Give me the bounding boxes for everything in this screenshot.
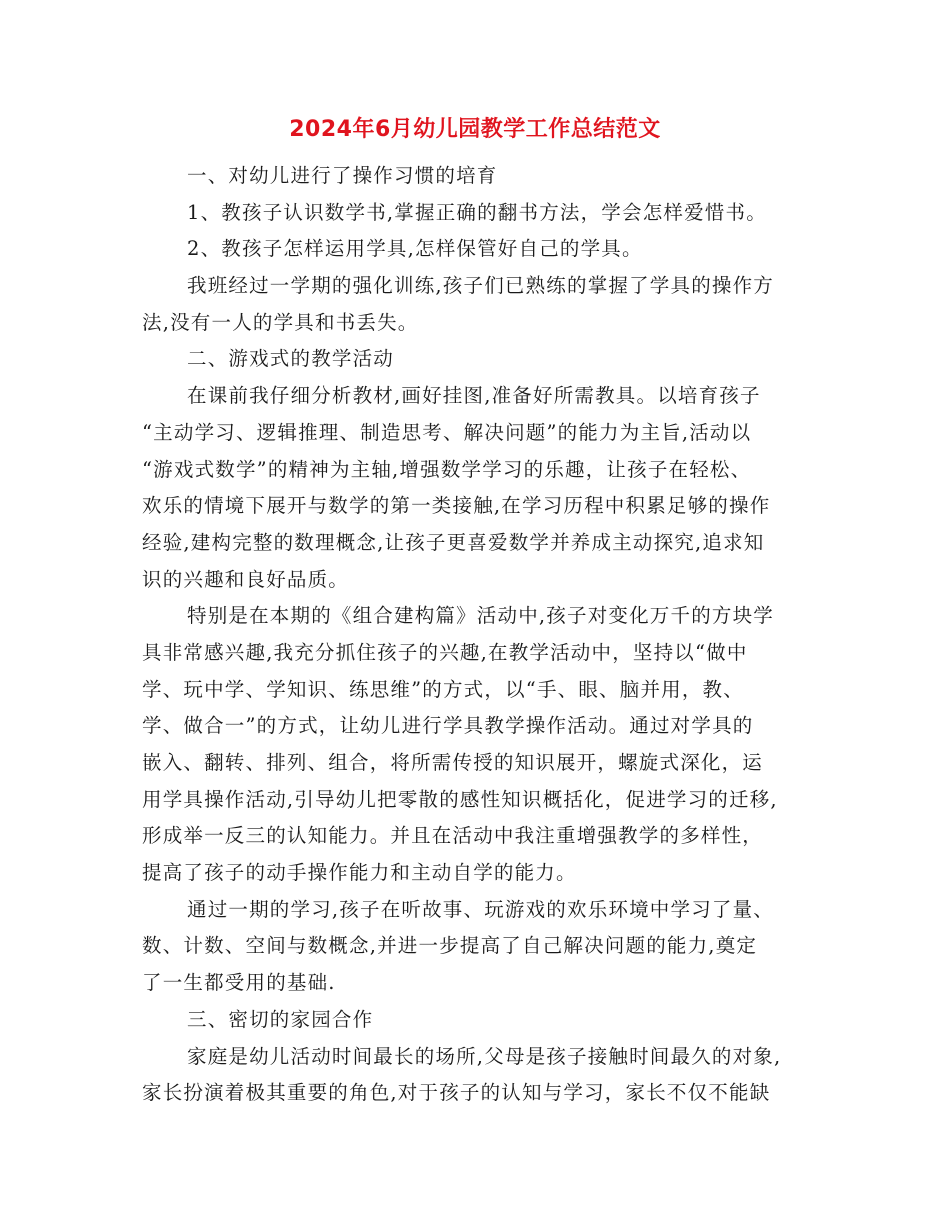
text-line: “主动学习、逻辑推理、制造思考、解决问题”的能力为主旨,活动以 [142,420,752,444]
text-line: 二、游戏式的教学活动 [187,347,395,371]
text-line: 一、对幼儿进行了操作习惯的培育 [187,164,498,187]
text-line: 1、教孩子认识数学书,掌握正确的翻书方法，学会怎样爱惜书。 [187,200,767,224]
text-line: 了一生都受用的基础. [142,971,336,995]
text-line: 在课前我仔细分析教材,画好挂图,准备好所需教具。以培育孩子 [187,384,761,408]
document-title: 2024年6月幼儿园教学工作总结范文 [289,117,661,142]
text-line: 特别是在本期的《组合建构篇》活动中,孩子对变化万千的方块学 [187,604,774,628]
text-line: 学、玩中学、学知识、练思维”的方式，以“手、眼、脑并用，教、 [142,677,744,701]
text-line: 三、密切的家园合作 [187,1007,374,1031]
text-line: 通过一期的学习,孩子在听故事、玩游戏的欢乐环境中学习了量、 [187,897,774,921]
text-line: 嵌入、翻转、排列、组合，将所需传授的知识展开，螺旋式深化，运 [142,751,764,774]
text-line: 识的兴趣和良好品质。 [142,567,350,591]
text-line: 欢乐的情境下展开与数学的第一类接触,在学习历程中积累足够的操作 [142,494,771,518]
text-line: 家长扮演着极其重要的角色,对于孩子的认知与学习，家长不仅不能缺 [142,1081,771,1105]
text-line: 2、教孩子怎样运用学具,怎样保管好自己的学具。 [187,237,643,261]
text-line: 经验,建构完整的数理概念,让孩子更喜爱数学并养成主动探究,追求知 [142,530,765,554]
text-line: “游戏式数学”的精神为主轴,增强数学学习的乐趣，让孩子在轻松、 [142,457,752,481]
text-line: 用学具操作活动,引导幼儿把零散的感性知识概括化，促进学习的迁移, [142,787,778,811]
text-line: 学、做合一”的方式，让幼儿进行学具教学操作活动。通过对学具的 [142,714,754,738]
text-line: 提高了孩子的动手操作能力和主动自学的能力。 [142,861,577,885]
text-line: 家庭是幼儿活动时间最长的场所,父母是孩子接触时间最久的对象, [187,1044,782,1068]
text-line: 我班经过一学期的强化训练,孩子们已熟练的掌握了学具的操作方 [187,274,774,298]
document-body [142,158,832,1112]
text-line: 法,没有一人的学具和书丢失。 [142,310,419,334]
text-line: 具非常感兴趣,我充分抓住孩子的兴趣,在教学活动中，坚持以“做中 [142,640,748,664]
text-line: 数、计数、空间与数概念,并进一步提高了自己解决问题的能力,奠定 [142,934,758,958]
text-line: 形成举一反三的认知能力。并且在活动中我注重增强教学的多样性， [142,824,764,848]
